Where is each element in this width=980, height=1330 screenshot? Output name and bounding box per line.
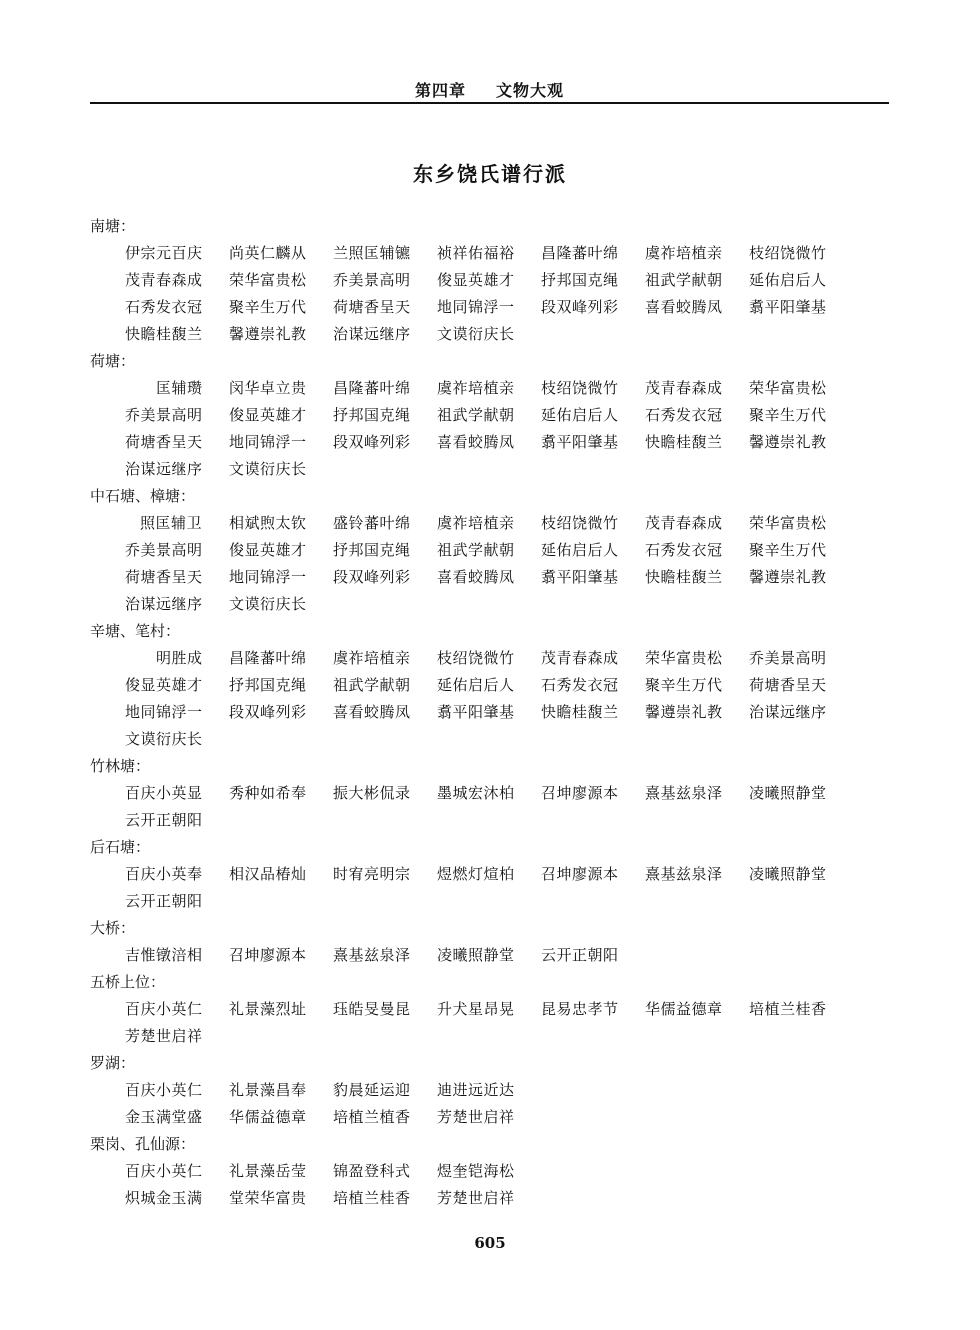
verse-phrase: 枝绍饶微竹 bbox=[541, 379, 619, 397]
verse-phrase: 茂青春森成 bbox=[541, 649, 619, 667]
verse-phrase: 石秀发衣冠 bbox=[645, 541, 723, 559]
verse-phrase: 百庆小英仁 bbox=[125, 1162, 203, 1180]
verse-phrase: 荷塘香呈天 bbox=[125, 568, 203, 586]
verse-row bbox=[90, 591, 890, 618]
verse-phrase: 云开正朝阳 bbox=[125, 811, 203, 829]
verse-row bbox=[90, 645, 890, 672]
verse-phrase: 荣华富贵松 bbox=[645, 649, 723, 667]
verse-phrase: 茂青春森成 bbox=[645, 379, 723, 397]
verse-phrase: 喜看蛟腾凤 bbox=[333, 703, 411, 721]
verse-phrase: 延佑启后人 bbox=[749, 271, 827, 289]
verse-phrase: 聚辛生万代 bbox=[749, 541, 827, 559]
verse-phrase: 熹基兹泉泽 bbox=[645, 865, 723, 883]
verse-phrase: 芳楚世启祥 bbox=[125, 1027, 203, 1045]
verse-row bbox=[90, 267, 890, 294]
verse-phrase: 虞祚培植亲 bbox=[645, 244, 723, 262]
verse-phrase: 升犬星昂晃 bbox=[437, 1000, 515, 1018]
verse-row bbox=[90, 456, 890, 483]
verse-phrase: 枝绍饶微竹 bbox=[749, 244, 827, 262]
verse-phrase: 段双峰列彩 bbox=[333, 433, 411, 451]
verse-phrase: 召坤廖源本 bbox=[541, 784, 619, 802]
verse-phrase: 相斌煦太钦 bbox=[229, 514, 307, 532]
verse-phrase: 翥平阳肇基 bbox=[541, 433, 619, 451]
verse-phrase: 翥平阳肇基 bbox=[541, 568, 619, 586]
verse-phrase: 治谋远继序 bbox=[333, 325, 411, 343]
verse-phrase: 聚辛生万代 bbox=[749, 406, 827, 424]
verse-phrase: 炽城金玉满 bbox=[125, 1189, 203, 1207]
verse-phrase: 珏皓旻曼昆 bbox=[333, 1000, 411, 1018]
section-label: 竹林塘： bbox=[90, 757, 151, 775]
verse-phrase: 文谟衍庆长 bbox=[437, 325, 515, 343]
verse-phrase: 快瞻桂馥兰 bbox=[645, 568, 723, 586]
verse-phrase: 延佑启后人 bbox=[541, 406, 619, 424]
verse-phrase: 抒邦国克绳 bbox=[333, 541, 411, 559]
verse-phrase: 喜看蛟腾凤 bbox=[437, 433, 515, 451]
verse-phrase: 云开正朝阳 bbox=[125, 892, 203, 910]
verse-phrase: 虞祚培植亲 bbox=[437, 514, 515, 532]
page-title: 东乡饶氏谱行派 bbox=[413, 162, 567, 186]
verse-phrase: 荷塘香呈天 bbox=[333, 298, 411, 316]
page-number: 605 bbox=[474, 1234, 506, 1252]
verse-phrase: 培植兰植香 bbox=[333, 1108, 411, 1126]
verse-phrase: 快瞻桂馥兰 bbox=[125, 325, 203, 343]
section-label: 后石塘： bbox=[90, 838, 151, 856]
verse-phrase: 昆易忠孝节 bbox=[541, 1000, 619, 1018]
section-label: 南塘： bbox=[90, 217, 136, 235]
verse-phrase: 茂青春森成 bbox=[125, 271, 203, 289]
verse-phrase: 抒邦国克绳 bbox=[541, 271, 619, 289]
verse-phrase: 百庆小英显 bbox=[125, 784, 203, 802]
section-label: 中石塘、樟塘： bbox=[90, 487, 196, 505]
verse-phrase: 段双峰列彩 bbox=[229, 703, 307, 721]
verse-phrase: 祖武学献朝 bbox=[645, 271, 723, 289]
verse-row bbox=[90, 564, 890, 591]
verse-phrase: 馨遵崇礼教 bbox=[229, 325, 307, 343]
verse-phrase: 乔美景高明 bbox=[125, 406, 203, 424]
verse-phrase: 喜看蛟腾凤 bbox=[437, 568, 515, 586]
verse-phrase: 豹晨延运迎 bbox=[333, 1081, 411, 1099]
verse-phrase: 金玉满堂盛 bbox=[125, 1108, 203, 1126]
verse-phrase: 俊显英雄才 bbox=[229, 406, 307, 424]
verse-row bbox=[90, 321, 890, 348]
verse-phrase: 盛铃蕃叶绵 bbox=[333, 514, 411, 532]
verse-phrase: 昌隆蕃叶绵 bbox=[541, 244, 619, 262]
verse-phrase: 馨遵崇礼教 bbox=[749, 433, 827, 451]
verse-row bbox=[90, 942, 890, 969]
verse-phrase: 迪进远近达 bbox=[437, 1081, 515, 1099]
verse-phrase: 时宥亮明宗 bbox=[333, 865, 411, 883]
verse-row bbox=[90, 672, 890, 699]
verse-phrase: 枝绍饶微竹 bbox=[541, 514, 619, 532]
verse-phrase: 凌曦照静堂 bbox=[749, 784, 827, 802]
verse-phrase: 礼景藻烈址 bbox=[229, 1000, 307, 1018]
verse-phrase: 俊显英雄才 bbox=[229, 541, 307, 559]
verse-phrase: 召坤廖源本 bbox=[541, 865, 619, 883]
verse-phrase: 荷塘香呈天 bbox=[749, 676, 827, 694]
verse-phrase: 云开正朝阳 bbox=[541, 946, 619, 964]
verse-phrase: 抒邦国克绳 bbox=[333, 406, 411, 424]
verse-phrase: 抒邦国克绳 bbox=[229, 676, 307, 694]
verse-phrase: 馨遵崇礼教 bbox=[645, 703, 723, 721]
verse-row bbox=[90, 1023, 890, 1050]
verse-row bbox=[90, 402, 890, 429]
verse-phrase: 秀种如希奉 bbox=[229, 784, 307, 802]
verse-phrase: 地同锦浮一 bbox=[229, 433, 307, 451]
verse-phrase: 昌隆蕃叶绵 bbox=[229, 649, 307, 667]
running-header bbox=[90, 78, 889, 102]
verse-row bbox=[90, 996, 890, 1023]
verse-phrase: 煜奎铠海松 bbox=[437, 1162, 515, 1180]
verse-row bbox=[90, 240, 890, 267]
verse-phrase: 召坤廖源本 bbox=[229, 946, 307, 964]
verse-row bbox=[90, 861, 890, 888]
verse-phrase: 荣华富贵松 bbox=[229, 271, 307, 289]
verse-phrase: 培植兰桂香 bbox=[749, 1000, 827, 1018]
verse-phrase: 段双峰列彩 bbox=[541, 298, 619, 316]
verse-phrase: 治谋远继序 bbox=[125, 460, 203, 478]
section-label: 大桥： bbox=[90, 919, 136, 937]
verse-phrase: 华儒益德章 bbox=[645, 1000, 723, 1018]
verse-phrase: 翥平阳肇基 bbox=[437, 703, 515, 721]
verse-phrase: 虞祚培植亲 bbox=[437, 379, 515, 397]
verse-phrase: 虞祚培植亲 bbox=[333, 649, 411, 667]
verse-phrase: 煜燃灯煊柏 bbox=[437, 865, 515, 883]
verse-phrase: 聚辛生万代 bbox=[229, 298, 307, 316]
verse-phrase: 华儒益德章 bbox=[229, 1108, 307, 1126]
verse-row bbox=[90, 726, 890, 753]
verse-row bbox=[90, 699, 890, 726]
chapter-label: 第四章 bbox=[414, 81, 466, 100]
verse-phrase: 治谋远继序 bbox=[749, 703, 827, 721]
verse-phrase: 堂荣华富贵 bbox=[229, 1189, 307, 1207]
verse-phrase: 芳楚世启祥 bbox=[437, 1108, 515, 1126]
verse-phrase: 地同锦浮一 bbox=[125, 703, 203, 721]
verse-phrase: 兰照匡辅镳 bbox=[333, 244, 411, 262]
verse-phrase: 百庆小英仁 bbox=[125, 1000, 203, 1018]
verse-phrase: 文谟衍庆长 bbox=[229, 595, 307, 613]
verse-row bbox=[90, 537, 890, 564]
verse-phrase: 乔美景高明 bbox=[749, 649, 827, 667]
verse-phrase: 翥平阳肇基 bbox=[749, 298, 827, 316]
verse-phrase: 照匡辅卫 bbox=[140, 514, 203, 532]
verse-phrase: 闵华卓立贵 bbox=[229, 379, 307, 397]
verse-row bbox=[90, 1158, 890, 1185]
verse-phrase: 祯祥佑福裕 bbox=[437, 244, 515, 262]
verse-phrase: 地同锦浮一 bbox=[437, 298, 515, 316]
verse-row bbox=[90, 780, 890, 807]
verse-row bbox=[90, 1077, 890, 1104]
verse-phrase: 伊宗元百庆 bbox=[125, 244, 203, 262]
verse-phrase: 荷塘香呈天 bbox=[125, 433, 203, 451]
verse-phrase: 百庆小英奉 bbox=[125, 865, 203, 883]
verse-phrase: 祖武学献朝 bbox=[437, 541, 515, 559]
genealogy-content bbox=[90, 213, 890, 1212]
verse-phrase: 馨遵崇礼教 bbox=[749, 568, 827, 586]
verse-phrase: 荣华富贵松 bbox=[749, 379, 827, 397]
verse-phrase: 祖武学献朝 bbox=[333, 676, 411, 694]
verse-phrase: 凌曦照静堂 bbox=[749, 865, 827, 883]
verse-phrase: 文谟衍庆长 bbox=[125, 730, 203, 748]
verse-phrase: 相汉品椿灿 bbox=[229, 865, 307, 883]
verse-phrase: 祖武学献朝 bbox=[437, 406, 515, 424]
verse-phrase: 礼景藻昌奉 bbox=[229, 1081, 307, 1099]
verse-row bbox=[90, 375, 890, 402]
verse-phrase: 石秀发衣冠 bbox=[125, 298, 203, 316]
verse-phrase: 百庆小英仁 bbox=[125, 1081, 203, 1099]
verse-phrase: 俊显英雄才 bbox=[437, 271, 515, 289]
verse-row bbox=[90, 1185, 890, 1212]
verse-phrase: 地同锦浮一 bbox=[229, 568, 307, 586]
section-label: 五桥上位： bbox=[90, 973, 166, 991]
verse-phrase: 培植兰桂香 bbox=[333, 1189, 411, 1207]
verse-row bbox=[90, 888, 890, 915]
section-label: 罗湖： bbox=[90, 1054, 136, 1072]
verse-phrase: 明胜成 bbox=[156, 649, 203, 667]
verse-phrase: 匡辅瓒 bbox=[156, 379, 203, 397]
verse-phrase: 礼景藻岳莹 bbox=[229, 1162, 307, 1180]
verse-phrase: 段双峰列彩 bbox=[333, 568, 411, 586]
verse-phrase: 石秀发衣冠 bbox=[541, 676, 619, 694]
verse-phrase: 治谋远继序 bbox=[125, 595, 203, 613]
verse-phrase: 荣华富贵松 bbox=[749, 514, 827, 532]
section-label: 栗岗、孔仙源： bbox=[90, 1135, 196, 1153]
verse-phrase: 延佑启后人 bbox=[437, 676, 515, 694]
verse-phrase: 昌隆蕃叶绵 bbox=[333, 379, 411, 397]
verse-phrase: 快瞻桂馥兰 bbox=[541, 703, 619, 721]
verse-phrase: 振大彬侃录 bbox=[333, 784, 411, 802]
verse-phrase: 熹基兹泉泽 bbox=[333, 946, 411, 964]
verse-row bbox=[90, 294, 890, 321]
verse-phrase: 聚辛生万代 bbox=[645, 676, 723, 694]
verse-phrase: 枝绍饶微竹 bbox=[437, 649, 515, 667]
verse-phrase: 尚英仁麟从 bbox=[229, 244, 307, 262]
verse-phrase: 墨城宏沐柏 bbox=[437, 784, 515, 802]
verse-phrase: 凌曦照静堂 bbox=[437, 946, 515, 964]
verse-phrase: 石秀发衣冠 bbox=[645, 406, 723, 424]
verse-row bbox=[90, 510, 890, 537]
verse-row bbox=[90, 429, 890, 456]
section-label: 文物大观 bbox=[496, 81, 565, 100]
header-rule bbox=[90, 102, 889, 104]
verse-row bbox=[90, 1104, 890, 1131]
verse-phrase: 锦盈登科式 bbox=[333, 1162, 411, 1180]
verse-phrase: 乔美景高明 bbox=[125, 541, 203, 559]
verse-phrase: 吉惟镦涪相 bbox=[125, 946, 203, 964]
verse-phrase: 文谟衍庆长 bbox=[229, 460, 307, 478]
section-label: 荷塘： bbox=[90, 352, 136, 370]
verse-row bbox=[90, 807, 890, 834]
section-label: 辛塘、笔村： bbox=[90, 622, 181, 640]
verse-phrase: 延佑启后人 bbox=[541, 541, 619, 559]
verse-phrase: 喜看蛟腾凤 bbox=[645, 298, 723, 316]
verse-phrase: 快瞻桂馥兰 bbox=[645, 433, 723, 451]
verse-phrase: 茂青春森成 bbox=[645, 514, 723, 532]
verse-phrase: 俊显英雄才 bbox=[125, 676, 203, 694]
verse-phrase: 熹基兹泉泽 bbox=[645, 784, 723, 802]
verse-phrase: 芳楚世启祥 bbox=[437, 1189, 515, 1207]
verse-phrase: 乔美景高明 bbox=[333, 271, 411, 289]
